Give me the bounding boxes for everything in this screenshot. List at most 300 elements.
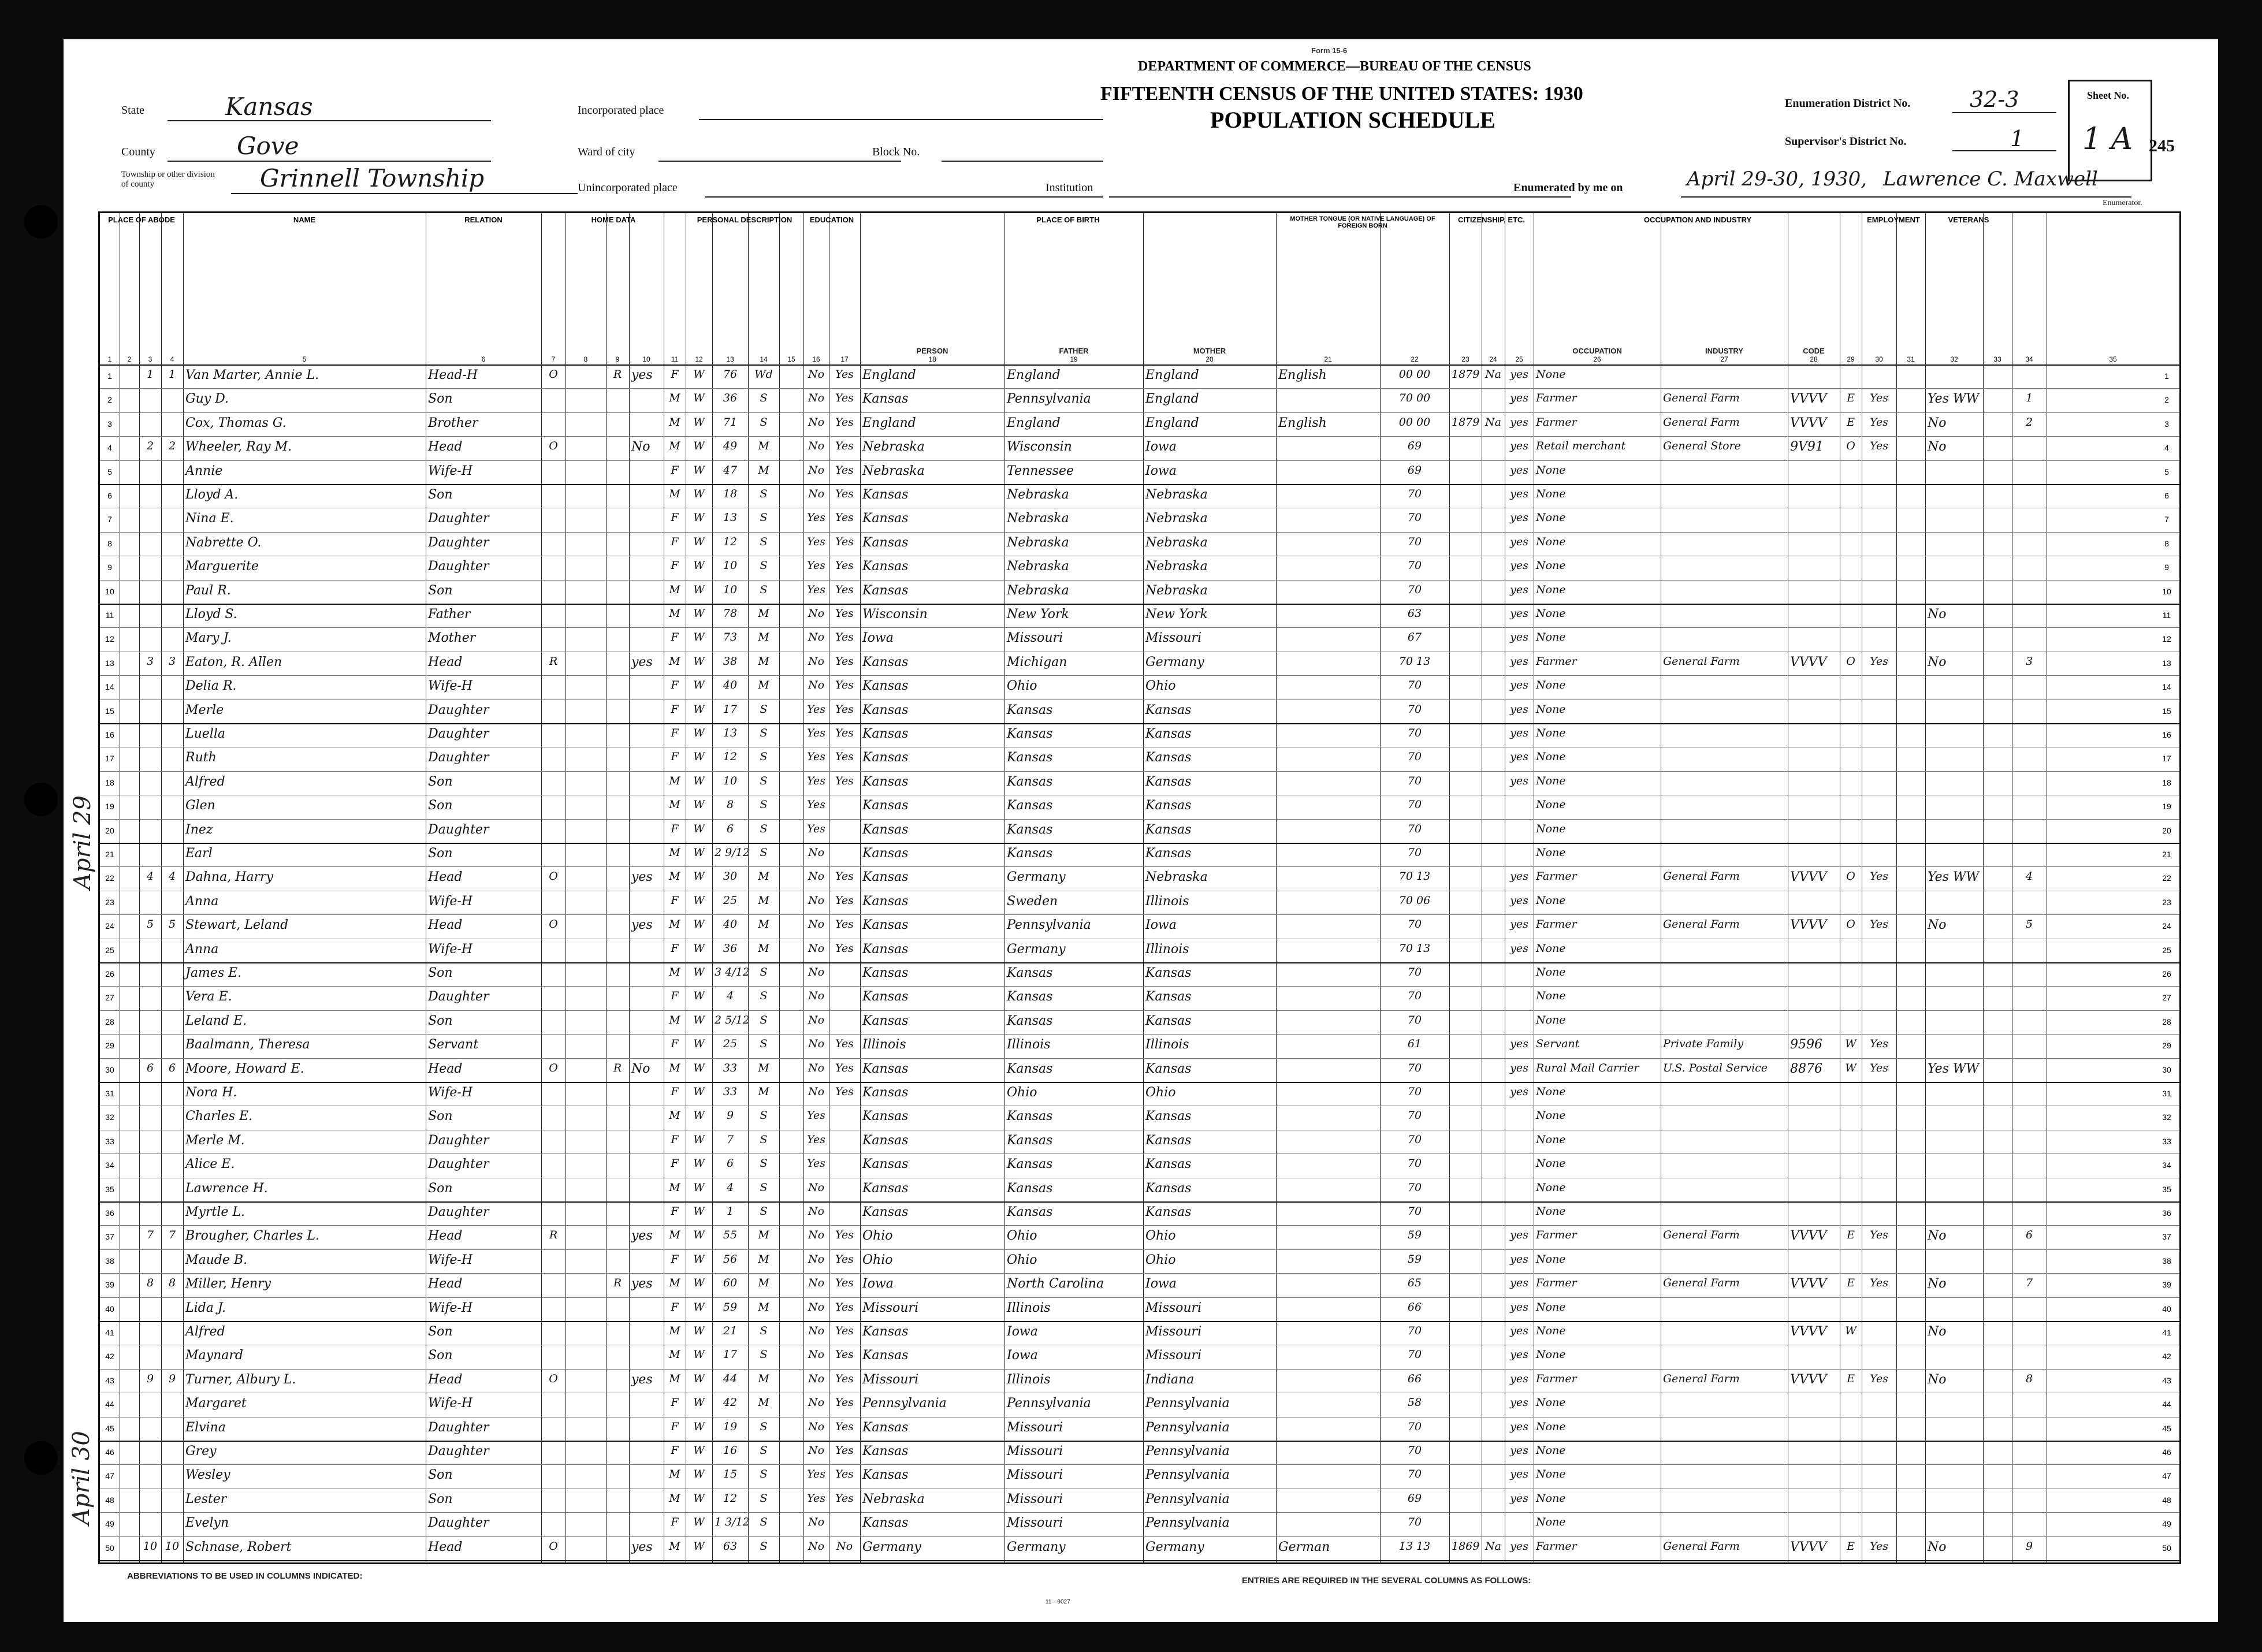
cell-sex: M xyxy=(669,607,680,620)
cell-code: 69 xyxy=(1407,440,1422,453)
cell-sex: M xyxy=(669,1491,680,1505)
group-veterans: VETERANS xyxy=(1948,215,1989,224)
cell-sex: M xyxy=(669,1348,680,1361)
cell-name: Nora H. xyxy=(185,1085,237,1100)
cell-name: Paul R. xyxy=(185,583,231,598)
cell-vet: No xyxy=(1928,1372,1947,1387)
cell-father: Wisconsin xyxy=(1007,440,1072,455)
cell-ocode: VVVV xyxy=(1790,1372,1827,1387)
cell-mar: S xyxy=(760,1037,768,1051)
cell-sex: F xyxy=(671,1444,679,1457)
cell-occ: Farmer xyxy=(1536,918,1577,931)
cell-father: Pennsylvania xyxy=(1007,1396,1091,1411)
cell-name: Van Marter, Annie L. xyxy=(185,368,319,382)
line-number-right: 45 xyxy=(2162,1423,2171,1433)
cell-sex: F xyxy=(671,750,679,764)
line-number: 4 xyxy=(107,443,112,453)
cell-occ: Farmer xyxy=(1536,1277,1577,1290)
cell-mar: S xyxy=(760,1348,768,1361)
cell-sex: M xyxy=(669,1013,680,1026)
cell-occ: None xyxy=(1536,1157,1566,1170)
column-number: 9 xyxy=(615,355,620,363)
cell-age: 30 xyxy=(723,870,738,883)
line-number: 22 xyxy=(105,873,114,883)
cell-occ: None xyxy=(1536,822,1566,835)
column-number: 12 xyxy=(695,355,703,363)
cell-cls: O xyxy=(1846,918,1855,931)
cell-father: Kansas xyxy=(1007,798,1053,813)
county-label: County xyxy=(121,146,155,158)
cell-rel: Head xyxy=(428,440,463,455)
group-education: EDUCATION xyxy=(809,215,854,224)
cell-eng: yes xyxy=(1510,702,1528,716)
cell-emp: Yes xyxy=(1870,1372,1888,1385)
cell-cls: E xyxy=(1847,415,1855,429)
cell-age: 12 xyxy=(723,535,738,548)
cell-mar: S xyxy=(760,822,768,835)
cell-birth: England xyxy=(862,415,916,430)
column-code: CODE xyxy=(1803,347,1825,355)
cell-vet: No xyxy=(1928,415,1947,430)
cell-sched: 5 xyxy=(2025,918,2033,931)
group-employment: EMPLOYMENT xyxy=(1867,215,1920,224)
cell-birth: Iowa xyxy=(862,631,894,646)
line-number-right: 48 xyxy=(2162,1495,2171,1505)
column-occupation: OCCUPATION xyxy=(1572,347,1622,355)
cell-rel: Head-H xyxy=(428,368,478,382)
cell-father: Sweden xyxy=(1007,894,1058,909)
cell-eng: yes xyxy=(1510,607,1528,620)
cell-read: Yes xyxy=(835,1444,854,1457)
cell-sch: No xyxy=(808,846,825,859)
cell-farm: yes xyxy=(631,1372,653,1387)
cell-fam: 2 xyxy=(168,440,176,453)
cell-race: W xyxy=(693,727,705,739)
cell-mother: Nebraska xyxy=(1145,583,1208,598)
cell-occ: None xyxy=(1536,750,1566,764)
line-number: 38 xyxy=(105,1256,114,1266)
cell-sch: No xyxy=(808,918,825,931)
line-number-right: 2 xyxy=(2164,395,2169,405)
enum-district-label: Enumeration District No. xyxy=(1785,97,1911,110)
line-number-right: 14 xyxy=(2162,682,2171,692)
cell-mother: Pennsylvania xyxy=(1145,1396,1230,1411)
cell-occ: Servant xyxy=(1536,1037,1580,1051)
cell-race: W xyxy=(693,1205,705,1218)
line-number: 36 xyxy=(105,1208,114,1218)
cell-occ: None xyxy=(1536,798,1566,812)
cell-code: 65 xyxy=(1407,1277,1422,1290)
cell-eng: yes xyxy=(1510,1252,1528,1266)
cell-birth: Kansas xyxy=(862,822,909,837)
line-number-right: 15 xyxy=(2162,706,2171,716)
line-number-right: 28 xyxy=(2162,1017,2171,1026)
column-industry: INDUSTRY xyxy=(1705,347,1743,355)
cell-rel: Son xyxy=(428,1468,453,1483)
cell-name: Alfred xyxy=(185,1324,225,1339)
cell-read: Yes xyxy=(835,1277,854,1290)
cell-occ: None xyxy=(1536,1396,1566,1409)
cell-race: W xyxy=(693,1109,705,1122)
line-number-right: 17 xyxy=(2162,754,2171,764)
column-number: 7 xyxy=(551,355,556,363)
cell-father: Kansas xyxy=(1007,989,1053,1004)
cell-code: 61 xyxy=(1407,1037,1422,1051)
cell-name: Ruth xyxy=(185,750,217,765)
cell-ocode: VVVV xyxy=(1790,918,1827,933)
cell-vet: Yes WW xyxy=(1928,1061,1980,1076)
cell-farm: yes xyxy=(631,368,653,382)
cell-code: 69 xyxy=(1407,1491,1422,1505)
cell-sex: F xyxy=(671,511,679,524)
cell-cls: O xyxy=(1846,870,1855,883)
cell-sch: Yes xyxy=(807,535,825,548)
cell-mar: S xyxy=(760,1205,768,1218)
cell-read: Yes xyxy=(835,583,854,596)
cell-age: 12 xyxy=(723,1491,738,1505)
cell-sex: F xyxy=(671,894,679,907)
line-number-right: 18 xyxy=(2162,777,2171,787)
cell-race: W xyxy=(693,1372,705,1385)
line-number-right: 31 xyxy=(2162,1089,2171,1098)
cell-code: 70 13 xyxy=(1398,654,1431,668)
cell-race: W xyxy=(693,774,705,787)
cell-eng: yes xyxy=(1510,1348,1528,1361)
cell-mother: Kansas xyxy=(1145,774,1192,789)
cell-cls: E xyxy=(1847,1277,1855,1290)
cell-race: W xyxy=(693,1229,705,1242)
cell-sched: 8 xyxy=(2025,1372,2033,1385)
cell-race: W xyxy=(693,1468,705,1481)
form-number: Form 15-6 xyxy=(1311,46,1348,55)
cell-rel: Daughter xyxy=(428,1516,489,1531)
cell-occ: None xyxy=(1536,1085,1566,1098)
line-number: 23 xyxy=(105,897,114,907)
cell-own: O xyxy=(549,368,558,381)
cell-rel: Head xyxy=(428,654,463,669)
cell-eng: yes xyxy=(1510,1061,1528,1074)
cell-rel: Wife-H xyxy=(428,942,473,957)
cell-sch: No xyxy=(808,1085,825,1098)
cell-age: 78 xyxy=(723,607,738,620)
cell-birth: Kansas xyxy=(862,1109,909,1124)
cell-father: Germany xyxy=(1007,870,1066,885)
cell-occ: Farmer xyxy=(1536,1229,1577,1242)
cell-occ: None xyxy=(1536,1205,1566,1218)
cell-birth: Kansas xyxy=(862,559,909,574)
cell-sch: No xyxy=(808,1539,825,1553)
cell-sch: No xyxy=(808,654,825,668)
cell-occ: None xyxy=(1536,679,1566,692)
cell-age: 2 5/12 xyxy=(715,1013,750,1026)
cell-code: 70 xyxy=(1407,559,1422,572)
cell-sch: No xyxy=(808,1444,825,1457)
cell-read: Yes xyxy=(835,1252,854,1266)
cell-sched: 7 xyxy=(2025,1277,2033,1290)
line-number-right: 39 xyxy=(2162,1280,2171,1290)
line-number-right: 11 xyxy=(2162,611,2171,620)
cell-emp: Yes xyxy=(1870,392,1888,405)
cell-sex: F xyxy=(671,727,679,739)
cell-read: Yes xyxy=(835,870,854,883)
cell-race: W xyxy=(693,559,705,572)
cell-sch: Yes xyxy=(807,583,825,596)
cell-occ: None xyxy=(1536,1348,1566,1361)
cell-mar: M xyxy=(758,654,769,668)
cell-race: W xyxy=(693,702,705,716)
cell-tongue: English xyxy=(1278,368,1327,382)
group-relation: RELATION xyxy=(464,215,503,224)
cell-name: Grey xyxy=(185,1444,217,1458)
cell-sex: F xyxy=(671,463,679,477)
cell-eng: yes xyxy=(1510,1324,1528,1337)
cell-rel: Daughter xyxy=(428,822,489,837)
cell-name: Lester xyxy=(185,1491,227,1506)
cell-code: 00 00 xyxy=(1398,368,1431,381)
cell-occ: None xyxy=(1536,559,1566,572)
cell-mar: S xyxy=(760,1420,768,1433)
cell-emp: Yes xyxy=(1870,1539,1888,1553)
cell-birth: Kansas xyxy=(862,798,909,813)
cell-fam: 5 xyxy=(168,918,176,931)
line-number-right: 8 xyxy=(2164,538,2169,548)
cell-name: Elvina xyxy=(185,1420,226,1435)
cell-birth: Kansas xyxy=(862,1205,909,1219)
cell-sex: M xyxy=(669,1324,680,1337)
cell-birth: Kansas xyxy=(862,989,909,1004)
column-number: 30 xyxy=(1875,355,1883,363)
cell-name: Earl xyxy=(185,846,213,861)
cell-occ: Farmer xyxy=(1536,392,1577,405)
sheet-value: 1 A xyxy=(2082,122,2133,157)
cell-ocode: VVVV xyxy=(1790,1539,1827,1554)
line-number-right: 1 xyxy=(2164,371,2169,381)
cell-sch: No xyxy=(808,1300,825,1314)
cell-code: 66 xyxy=(1407,1300,1422,1314)
cell-sex: F xyxy=(671,1205,679,1218)
cell-sch: No xyxy=(808,368,825,381)
cell-age: 33 xyxy=(723,1085,738,1098)
cell-code: 59 xyxy=(1407,1252,1422,1266)
cell-code: 70 xyxy=(1407,846,1422,859)
cell-own: O xyxy=(549,1061,558,1074)
cell-mar: S xyxy=(760,1491,768,1505)
cell-nat: Na xyxy=(1485,415,1501,429)
cell-race: W xyxy=(693,1539,705,1553)
cell-own: R xyxy=(549,654,558,668)
cell-mar: M xyxy=(758,1372,769,1385)
cell-mother: Kansas xyxy=(1145,1157,1192,1172)
cell-ind: General Farm xyxy=(1663,392,1740,405)
cell-ocode: VVVV xyxy=(1790,415,1827,430)
cell-birth: Wisconsin xyxy=(862,607,928,622)
cell-name: Guy D. xyxy=(185,392,229,407)
column-number: 17 xyxy=(840,355,849,363)
line-number: 25 xyxy=(105,945,114,955)
cell-age: 13 xyxy=(723,727,738,739)
cell-sched: 9 xyxy=(2025,1539,2033,1553)
census-title: FIFTEENTH CENSUS OF THE UNITED STATES: 1930 xyxy=(1100,83,1583,105)
cell-code: 70 xyxy=(1407,1061,1422,1074)
cell-code: 70 xyxy=(1407,1468,1422,1481)
cell-sex: F xyxy=(671,368,679,381)
unincorporated-label: Unincorporated place xyxy=(578,181,678,194)
cell-rel: Daughter xyxy=(428,559,489,574)
cell-sex: M xyxy=(669,798,680,812)
cell-name: Turner, Albury L. xyxy=(185,1372,296,1387)
cell-occ: Retail merchant xyxy=(1536,440,1626,453)
cell-cls: W xyxy=(1845,1324,1857,1337)
cell-vet: No xyxy=(1928,918,1947,933)
cell-name: James E. xyxy=(185,966,242,980)
cell-mother: Missouri xyxy=(1145,631,1202,646)
cell-read: Yes xyxy=(835,1300,854,1314)
cell-birth: Kansas xyxy=(862,942,909,957)
cell-read: Yes xyxy=(835,511,854,524)
cell-age: 33 xyxy=(723,1061,738,1074)
cell-eng: yes xyxy=(1510,1539,1528,1553)
cell-occ: None xyxy=(1536,631,1566,644)
cell-farm: yes xyxy=(631,1539,653,1554)
cell-vet: Yes WW xyxy=(1928,392,1980,407)
cell-race: W xyxy=(693,1300,705,1314)
cell-fam: 1 xyxy=(168,368,176,381)
cell-name: Evelyn xyxy=(185,1516,229,1531)
cell-name: Baalmann, Theresa xyxy=(185,1037,310,1052)
cell-race: W xyxy=(693,607,705,620)
cell-sch: Yes xyxy=(807,798,825,812)
cell-name: Alfred xyxy=(185,774,225,789)
cell-age: 4 xyxy=(726,989,734,1003)
cell-father: Ohio xyxy=(1007,1085,1037,1100)
cell-eng: yes xyxy=(1510,559,1528,572)
cell-birth: Kansas xyxy=(862,870,909,885)
cell-emp: Yes xyxy=(1870,440,1888,453)
cell-read: Yes xyxy=(835,918,854,931)
cell-age: 1 3/12 xyxy=(715,1516,750,1529)
cell-code: 70 xyxy=(1407,1516,1422,1529)
line-number: 41 xyxy=(105,1328,114,1337)
cell-sched: 3 xyxy=(2025,654,2033,668)
cell-mother: Nebraska xyxy=(1145,870,1208,885)
cell-rel: Daughter xyxy=(428,702,489,717)
state-label: State xyxy=(121,104,144,117)
cell-name: Delia R. xyxy=(185,679,237,694)
cell-sched: 6 xyxy=(2025,1229,2033,1242)
cell-sex: M xyxy=(669,966,680,978)
line-number-right: 23 xyxy=(2162,897,2171,907)
cell-mar: S xyxy=(760,1324,768,1337)
cell-birth: Kansas xyxy=(862,1420,909,1435)
group-place-of-abode: PLACE OF ABODE xyxy=(108,215,175,224)
cell-mother: Indiana xyxy=(1145,1372,1195,1387)
cell-race: W xyxy=(693,1061,705,1074)
cell-rel: Son xyxy=(428,1348,453,1363)
cell-sex: M xyxy=(669,918,680,931)
cell-sch: No xyxy=(808,870,825,883)
cell-occ: Farmer xyxy=(1536,1539,1577,1553)
column-number: 18 xyxy=(928,355,936,363)
cell-nat: Na xyxy=(1485,1539,1501,1553)
cell-birth: Kansas xyxy=(862,1468,909,1483)
cell-race: W xyxy=(693,1516,705,1529)
line-number: 8 xyxy=(107,538,112,548)
cell-sex: F xyxy=(671,1516,679,1529)
enumerated-date: April 29-30, 1930, xyxy=(1687,168,1867,191)
cell-age: 40 xyxy=(723,918,738,931)
cell-read: Yes xyxy=(835,702,854,716)
line-number-right: 22 xyxy=(2162,873,2171,883)
cell-age: 6 xyxy=(726,1157,734,1170)
cell-occ: None xyxy=(1536,1420,1566,1433)
cell-eng: yes xyxy=(1510,1300,1528,1314)
cell-rel: Son xyxy=(428,846,453,861)
cell-mother: Pennsylvania xyxy=(1145,1491,1230,1506)
cell-radio: R xyxy=(613,1277,622,1290)
cell-code: 70 xyxy=(1407,511,1422,524)
cell-ocode: 8876 xyxy=(1790,1061,1822,1076)
cell-father: Kansas xyxy=(1007,966,1053,980)
cell-race: W xyxy=(693,1157,705,1170)
cell-ind: General Farm xyxy=(1663,415,1740,429)
cell-read: Yes xyxy=(835,774,854,787)
cell-mother: Kansas xyxy=(1145,750,1192,765)
cell-mar: S xyxy=(760,966,768,978)
cell-year: 1879 xyxy=(1452,368,1480,381)
cell-rel: Daughter xyxy=(428,1420,489,1435)
cell-mother: Nebraska xyxy=(1145,559,1208,574)
cell-birth: Kansas xyxy=(862,1085,909,1100)
cell-mar: S xyxy=(760,559,768,572)
cell-mar: S xyxy=(760,511,768,524)
line-number: 18 xyxy=(105,777,114,787)
cell-code: 70 xyxy=(1407,798,1422,812)
cell-age: 18 xyxy=(723,488,738,500)
cell-year: 1869 xyxy=(1452,1539,1480,1553)
cell-sch: No xyxy=(808,440,825,453)
cell-code: 58 xyxy=(1407,1396,1422,1409)
department-title: DEPARTMENT OF COMMERCE—BUREAU OF THE CENSUS xyxy=(1138,59,1531,74)
cell-ind: U.S. Postal Service xyxy=(1663,1061,1768,1074)
cell-name: Brougher, Charles L. xyxy=(185,1229,320,1244)
line-number-right: 12 xyxy=(2162,634,2171,644)
cell-ocode: VVVV xyxy=(1790,654,1827,669)
cell-eng: yes xyxy=(1510,488,1528,500)
cell-age: 10 xyxy=(723,559,738,572)
cell-age: 44 xyxy=(723,1372,738,1385)
cell-father: North Carolina xyxy=(1007,1277,1104,1292)
cell-mar: S xyxy=(760,1516,768,1529)
column-number: 16 xyxy=(812,355,820,363)
cell-mar: S xyxy=(760,702,768,716)
cell-read: Yes xyxy=(835,463,854,477)
binder-hole xyxy=(24,783,58,816)
line-number: 33 xyxy=(105,1136,114,1146)
enumerated-label: Enumerated by me on xyxy=(1513,181,1623,194)
cell-birth: Kansas xyxy=(862,654,909,669)
column-number: 11 xyxy=(671,355,679,363)
cell-sex: M xyxy=(669,846,680,859)
cell-rel: Daughter xyxy=(428,1157,489,1172)
cell-birth: Ohio xyxy=(862,1252,893,1267)
cell-mother: England xyxy=(1145,368,1199,382)
cell-rel: Wife-H xyxy=(428,894,473,909)
census-sheet xyxy=(64,39,2218,1622)
cell-father: Kansas xyxy=(1007,1109,1053,1124)
cell-father: Nebraska xyxy=(1007,511,1069,526)
line-number: 29 xyxy=(105,1041,114,1051)
cell-code: 70 xyxy=(1407,488,1422,500)
